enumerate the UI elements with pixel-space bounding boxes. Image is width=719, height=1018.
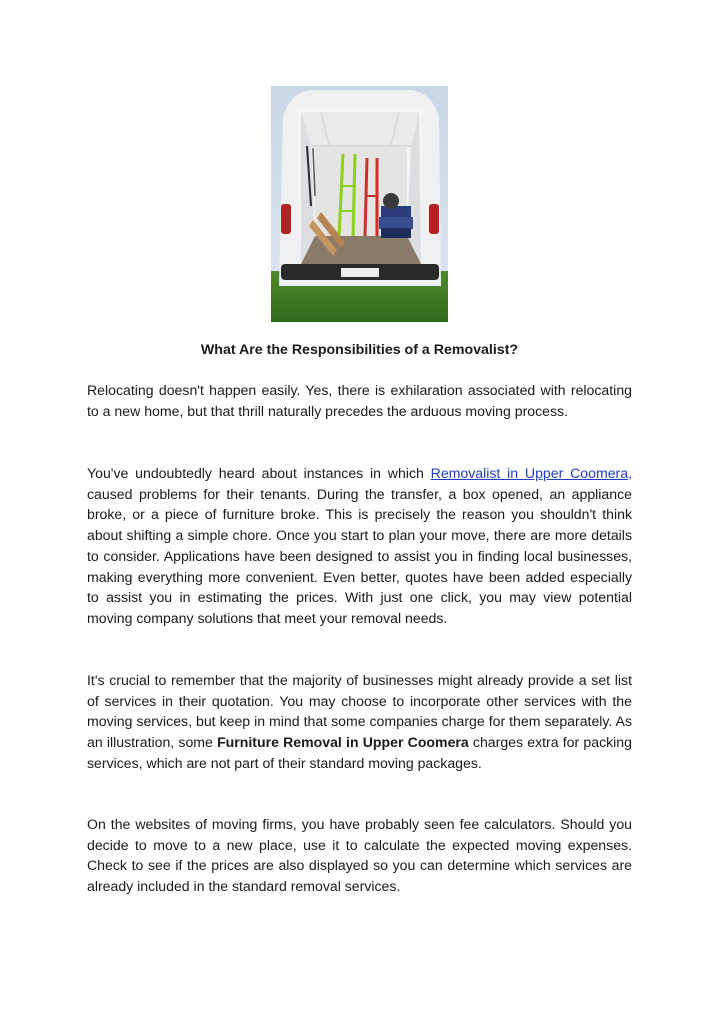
paragraph-text: You've undoubtedly heard about instances in which xyxy=(87,465,431,481)
paragraph-text: It's crucial to remember that the majority of businesses might already provide a set list of services in their quotation. You may choose to incorporate other services with the moving services, but keep in mind that some companies charge for them separately. As an illustration, some xyxy=(87,672,632,751)
page-title: What Are the Responsibilities of a Removalist? xyxy=(200,342,519,358)
paragraph-text: caused problems for their tenants. During the transfer, a box opened, an appliance broke, or a piece of furniture broke. This is precisely the reason you shouldn't think about shifting a simple chore. Once you start to plan your move, there are more details to consider. Applications have been designed to assist you in finding local businesses, making everything more convenient. Even better, quotes have been added especially to assist you in estimating the prices. With just one click, you may view potential moving company solutions that meet your removal needs. xyxy=(87,485,632,626)
paragraph-intro: Relocating doesn't happen easily. Yes, there is exhilaration associated with relocating to a new home, but that thrill naturally precedes the arduous moving process. xyxy=(87,382,632,419)
bold-phrase: Furniture Removal in Upper Coomera xyxy=(217,734,469,751)
paragraph-text: charges extra for packing services, which are not part of their standard moving packages. xyxy=(87,734,632,771)
van-illustration xyxy=(271,86,448,322)
van-interior-photo xyxy=(271,86,448,322)
paragraph-incidents xyxy=(87,463,632,629)
paragraph-calculators: On the websites of moving firms, you have probably seen fee calculators. Should you decide to move to a new place, use it to calculate the expected moving expenses. Check to see if the prices are also displayed so you can determine which services are already included in the standard removal services. xyxy=(87,816,632,895)
removalist-link[interactable]: Removalist in Upper Coomera, xyxy=(430,465,632,481)
paragraph-services xyxy=(87,670,632,774)
